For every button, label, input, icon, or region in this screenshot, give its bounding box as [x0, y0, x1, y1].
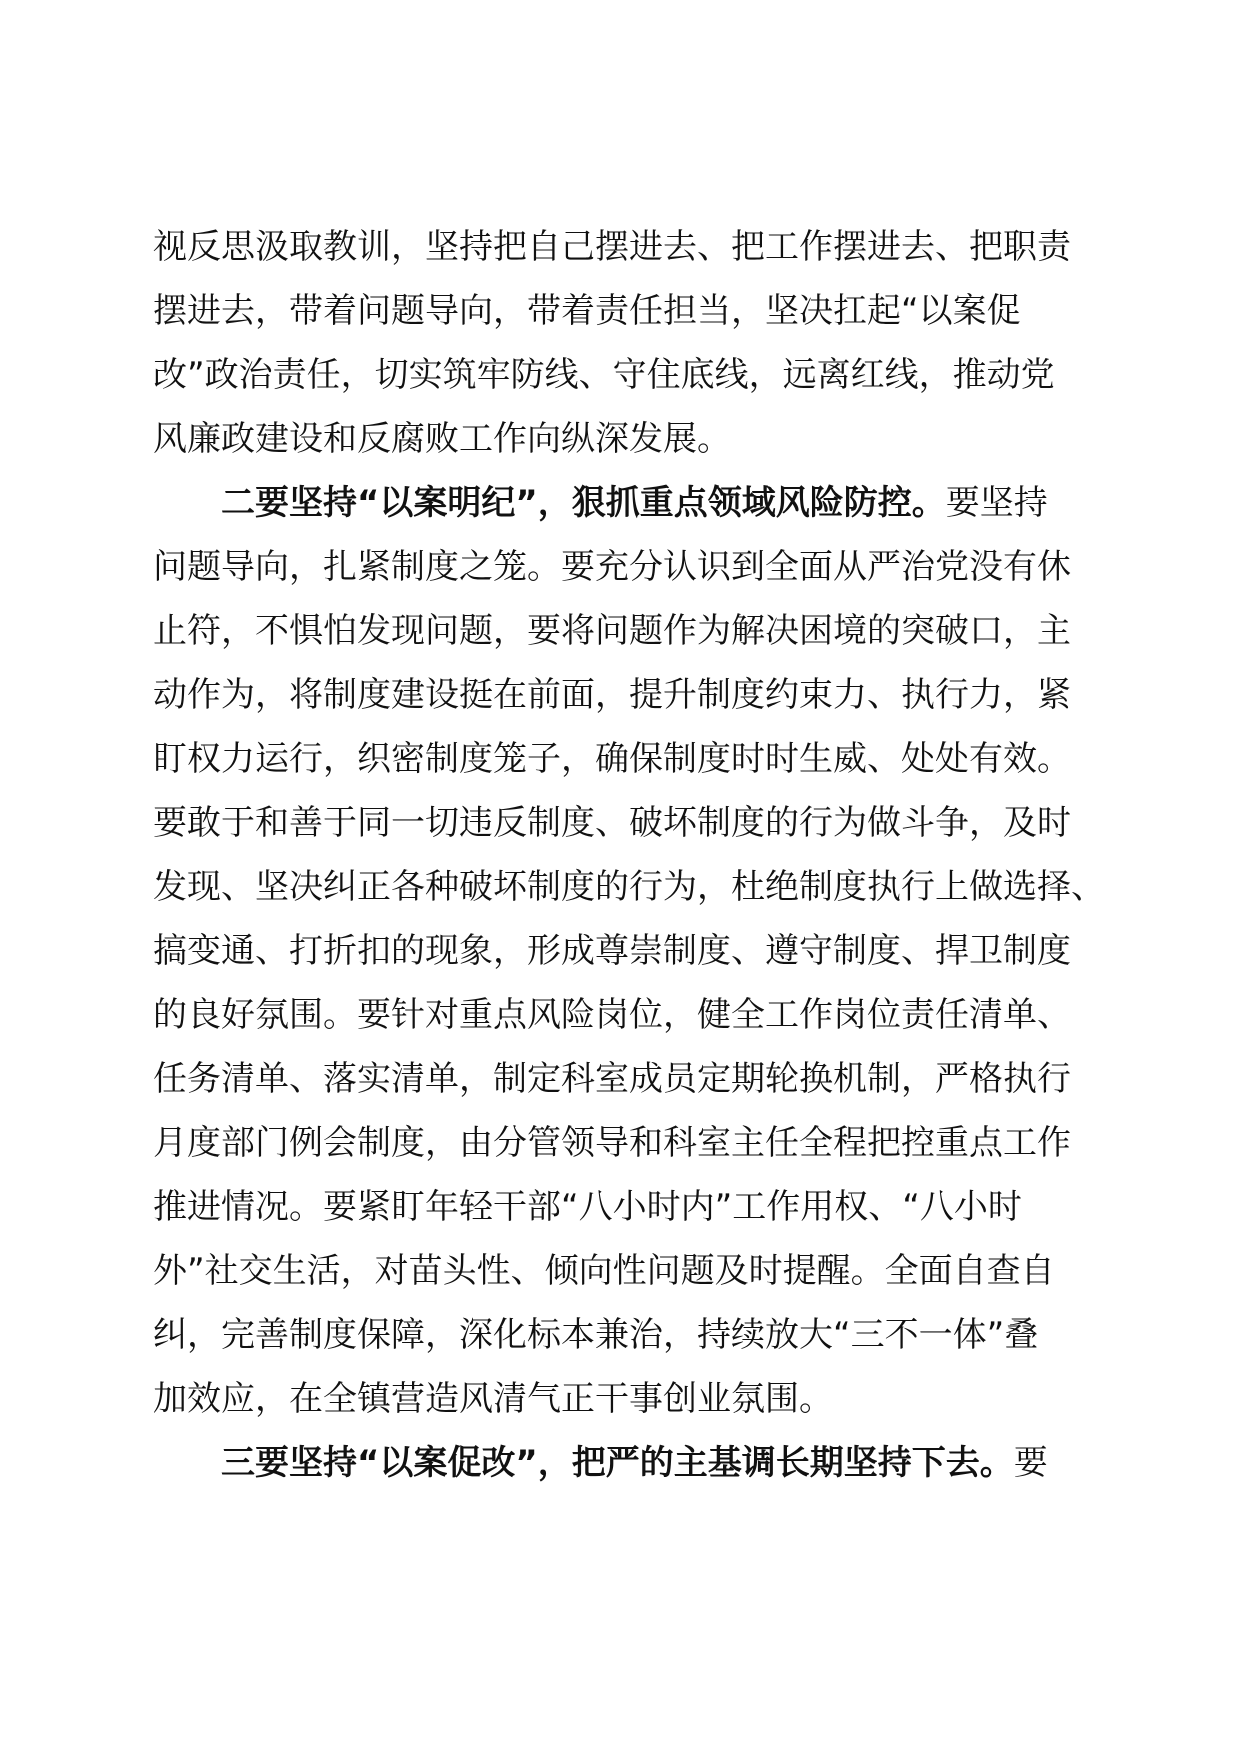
body-text: 改”政治责任，切实筑牢防线、守住底线，远离红线，推动党 [153, 355, 1055, 395]
paragraph-heading: 三要坚持“以案促改”，把严的主基调长期坚持下去。 [221, 1443, 1014, 1483]
paragraph-heading: 二要坚持“以案明纪”，狠抓重点领域风险防控。 [221, 483, 946, 523]
body-text: 要 [1013, 1443, 1048, 1483]
body-text: 加效应，在全镇营造风清气正干事创业氛围。 [153, 1379, 833, 1419]
text-line [153, 407, 1093, 471]
paragraph-first-line [153, 1431, 1093, 1495]
text-line [153, 343, 1093, 407]
body-text: 纠，完善制度保障，深化标本兼治，持续放大“三不一体”叠 [153, 1315, 1039, 1355]
body-text: 止符，不惧怕发现问题，要将问题作为解决困境的突破口，主 [153, 611, 1071, 651]
text-line [153, 727, 1093, 791]
body-text: 搞变通、打折扣的现象，形成尊崇制度、遵守制度、捍卫制度 [153, 931, 1071, 971]
body-text: 视反思汲取教训，坚持把自己摆进去、把工作摆进去、把职责 [153, 227, 1071, 267]
body-text: 任务清单、落实清单，制定科室成员定期轮换机制，严格执行 [153, 1059, 1071, 1099]
body-text: 要坚持 [945, 483, 1048, 523]
body-text: 发现、坚决纠正各种破坏制度的行为，杜绝制度执行上做选择、 [153, 867, 1105, 907]
text-line [153, 855, 1105, 919]
text-line [153, 215, 1093, 279]
document-body [153, 215, 1105, 1495]
body-text: 外”社交生活，对苗头性、倾向性问题及时提醒。全面自查自 [153, 1251, 1055, 1291]
text-line [153, 1111, 1093, 1175]
text-line [153, 535, 1093, 599]
paragraph-first-line [153, 471, 1093, 535]
text-line [153, 663, 1093, 727]
body-text: 风廉政建设和反腐败工作向纵深发展。 [153, 419, 731, 459]
body-text: 的良好氛围。要针对重点风险岗位，健全工作岗位责任清单、 [153, 995, 1071, 1035]
body-text: 要敢于和善于同一切违反制度、破坏制度的行为做斗争，及时 [153, 803, 1071, 843]
body-text: 月度部门例会制度，由分管领导和科室主任全程把控重点工作 [153, 1123, 1071, 1163]
text-line [153, 791, 1093, 855]
body-text: 动作为，将制度建设挺在前面，提升制度约束力、执行力，紧 [153, 675, 1071, 715]
text-line [153, 1303, 1093, 1367]
body-text: 盯权力运行，织密制度笼子，确保制度时时生威、处处有效。 [153, 739, 1071, 779]
text-line [153, 983, 1093, 1047]
body-text: 摆进去，带着问题导向，带着责任担当，坚决扛起“以案促 [153, 291, 1021, 331]
text-line [153, 279, 1093, 343]
body-text: 问题导向，扎紧制度之笼。要充分认识到全面从严治党没有休 [153, 547, 1071, 587]
text-line [153, 1367, 1093, 1431]
text-line [153, 1047, 1093, 1111]
text-line [153, 919, 1093, 983]
body-text: 推进情况。要紧盯年轻干部“八小时内”工作用权、“八小时 [153, 1187, 1022, 1227]
text-line [153, 1239, 1093, 1303]
text-line [153, 599, 1093, 663]
text-line [153, 1175, 1093, 1239]
